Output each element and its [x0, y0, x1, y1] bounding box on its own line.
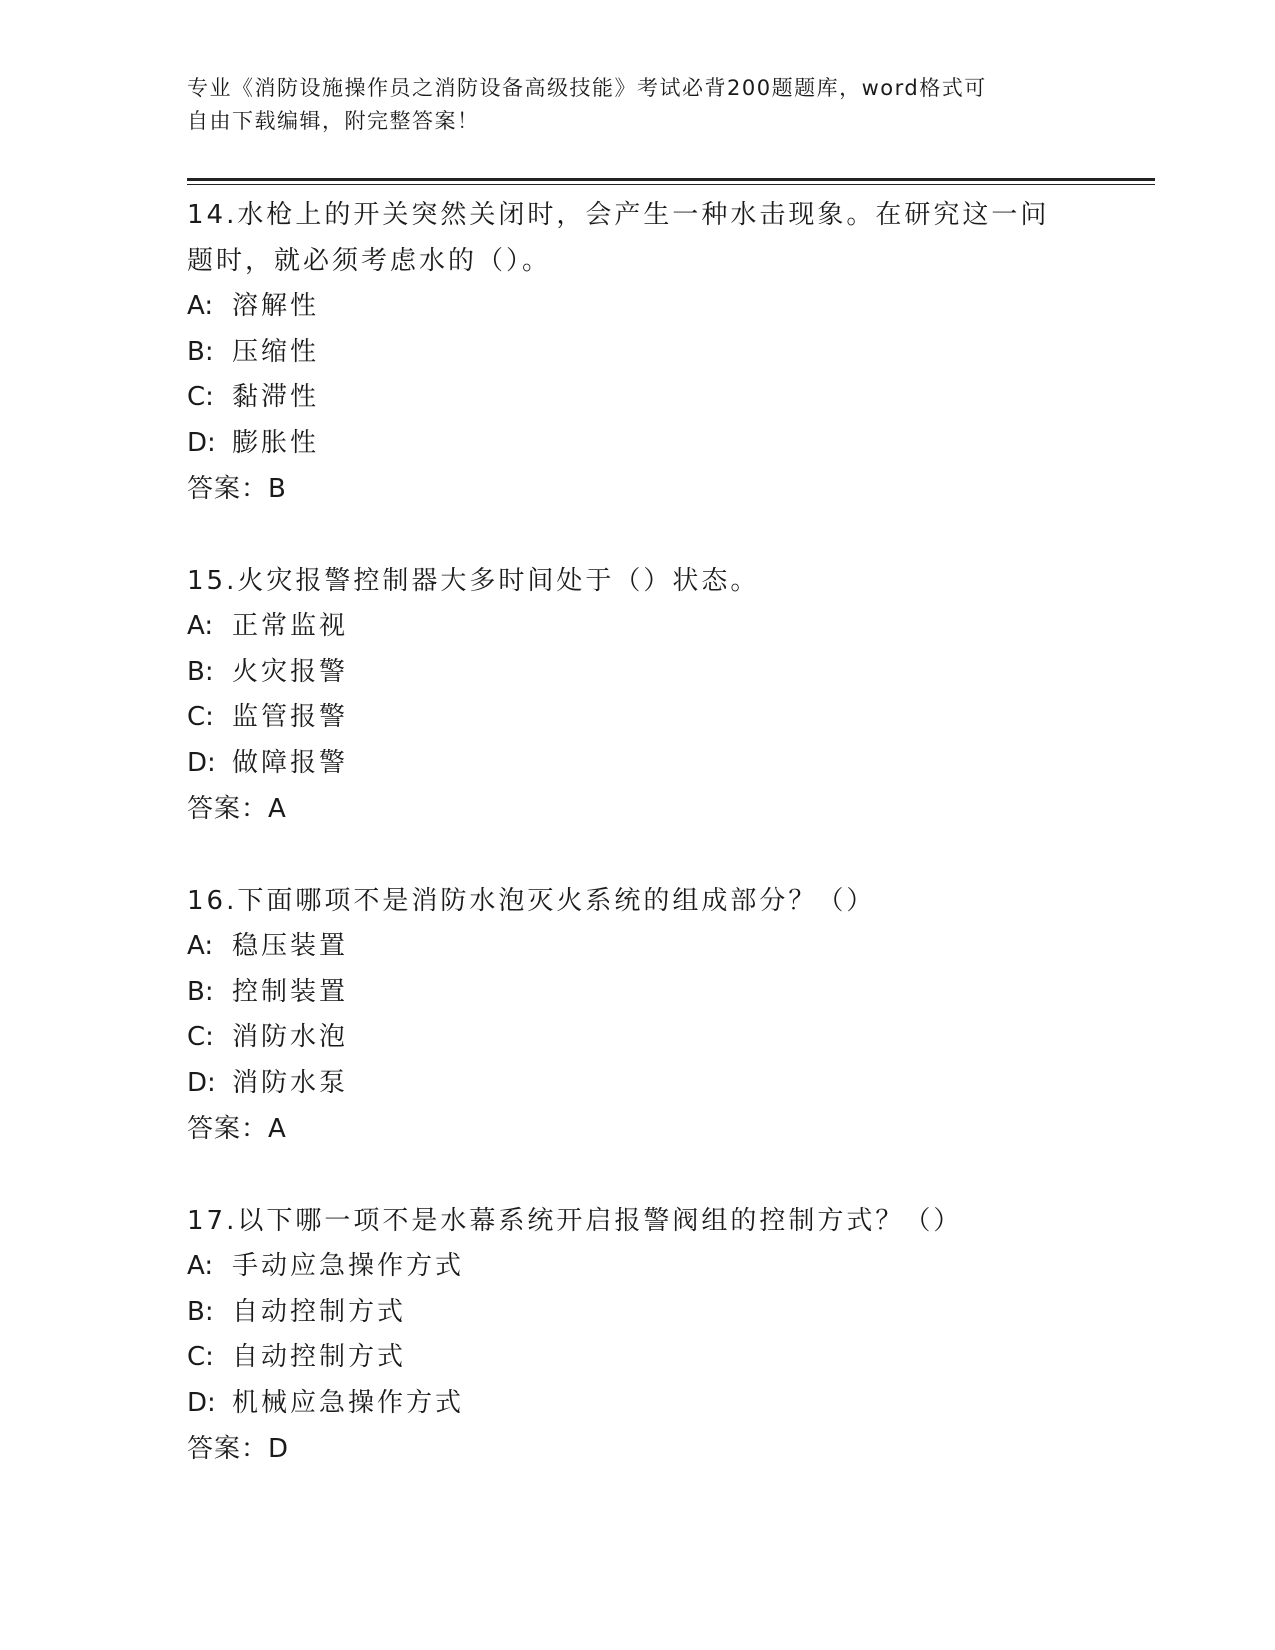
option-a	[187, 1244, 1087, 1290]
option-d	[187, 1061, 1087, 1107]
option-text: 压缩性	[232, 336, 320, 367]
option-text: 稳压装置	[232, 931, 349, 961]
question-14	[187, 192, 1087, 512]
option-b	[187, 1290, 1087, 1336]
option-letter: D:	[187, 427, 216, 458]
option-text: 消防水泵	[232, 1067, 349, 1098]
option-d	[187, 421, 1087, 467]
option-text: 自动控制方式	[232, 1296, 407, 1327]
option-text: 黏滞性	[232, 382, 320, 412]
option-letter: B:	[187, 1296, 214, 1327]
document-header: 专业《消防设施操作员之消防设备高级技能》考试必背200题题库，word格式可 自由下载编辑，附完整答案！	[187, 76, 987, 133]
option-letter: C:	[187, 1022, 214, 1052]
question-16	[187, 878, 1087, 1152]
header-rule-thick	[187, 178, 1155, 181]
question-15	[187, 558, 1087, 832]
answer-line: 答案：B	[187, 474, 287, 504]
option-letter: D:	[187, 747, 216, 778]
answer-line: 答案：D	[187, 1434, 290, 1464]
question-stem: 14.水枪上的开关突然关闭时，会产生一种水击现象。在研究这一问题时，就必须考虑水的（）。	[187, 200, 1050, 276]
header-rule-thin	[187, 184, 1155, 185]
option-text: 机械应急操作方式	[232, 1387, 465, 1418]
option-a	[187, 284, 1087, 330]
option-text: 手动应急操作方式	[232, 1251, 465, 1281]
option-letter: C:	[187, 1342, 214, 1372]
question-stem: 16.下面哪项不是消防水泡灭火系统的组成部分？（）	[187, 886, 876, 916]
option-d	[187, 741, 1087, 787]
option-text: 火灾报警	[232, 656, 349, 687]
option-text: 自动控制方式	[232, 1342, 407, 1372]
option-letter: C:	[187, 382, 214, 412]
option-text: 消防水泡	[232, 1022, 349, 1052]
option-text: 监管报警	[232, 702, 349, 732]
answer-line: 答案：A	[187, 1114, 287, 1144]
option-a	[187, 924, 1087, 970]
option-b	[187, 650, 1087, 696]
option-text: 做障报警	[232, 747, 349, 778]
option-letter: D:	[187, 1387, 216, 1418]
question-stem: 15.火灾报警控制器大多时间处于（）状态。	[187, 566, 760, 596]
answer-line: 答案：A	[187, 794, 287, 824]
option-a	[187, 604, 1087, 650]
question-17	[187, 1198, 1087, 1472]
question-list	[187, 192, 1087, 1518]
option-c	[187, 1015, 1087, 1061]
option-letter: A:	[187, 291, 214, 321]
option-text: 溶解性	[232, 291, 320, 321]
option-letter: A:	[187, 1251, 214, 1281]
option-letter: B:	[187, 336, 214, 367]
option-letter: A:	[187, 931, 214, 961]
option-c	[187, 375, 1087, 421]
option-b	[187, 970, 1087, 1016]
option-letter: C:	[187, 702, 214, 732]
option-letter: B:	[187, 976, 214, 1007]
option-text: 膨胀性	[232, 427, 320, 458]
option-text: 正常监视	[232, 611, 349, 641]
option-c	[187, 1335, 1087, 1381]
option-letter: B:	[187, 656, 214, 687]
question-stem: 17.以下哪一项不是水幕系统开启报警阀组的控制方式？（）	[187, 1206, 963, 1236]
option-text: 控制装置	[232, 976, 349, 1007]
option-letter: A:	[187, 611, 214, 641]
option-c	[187, 695, 1087, 741]
option-letter: D:	[187, 1067, 216, 1098]
option-d	[187, 1381, 1087, 1427]
option-b	[187, 330, 1087, 376]
